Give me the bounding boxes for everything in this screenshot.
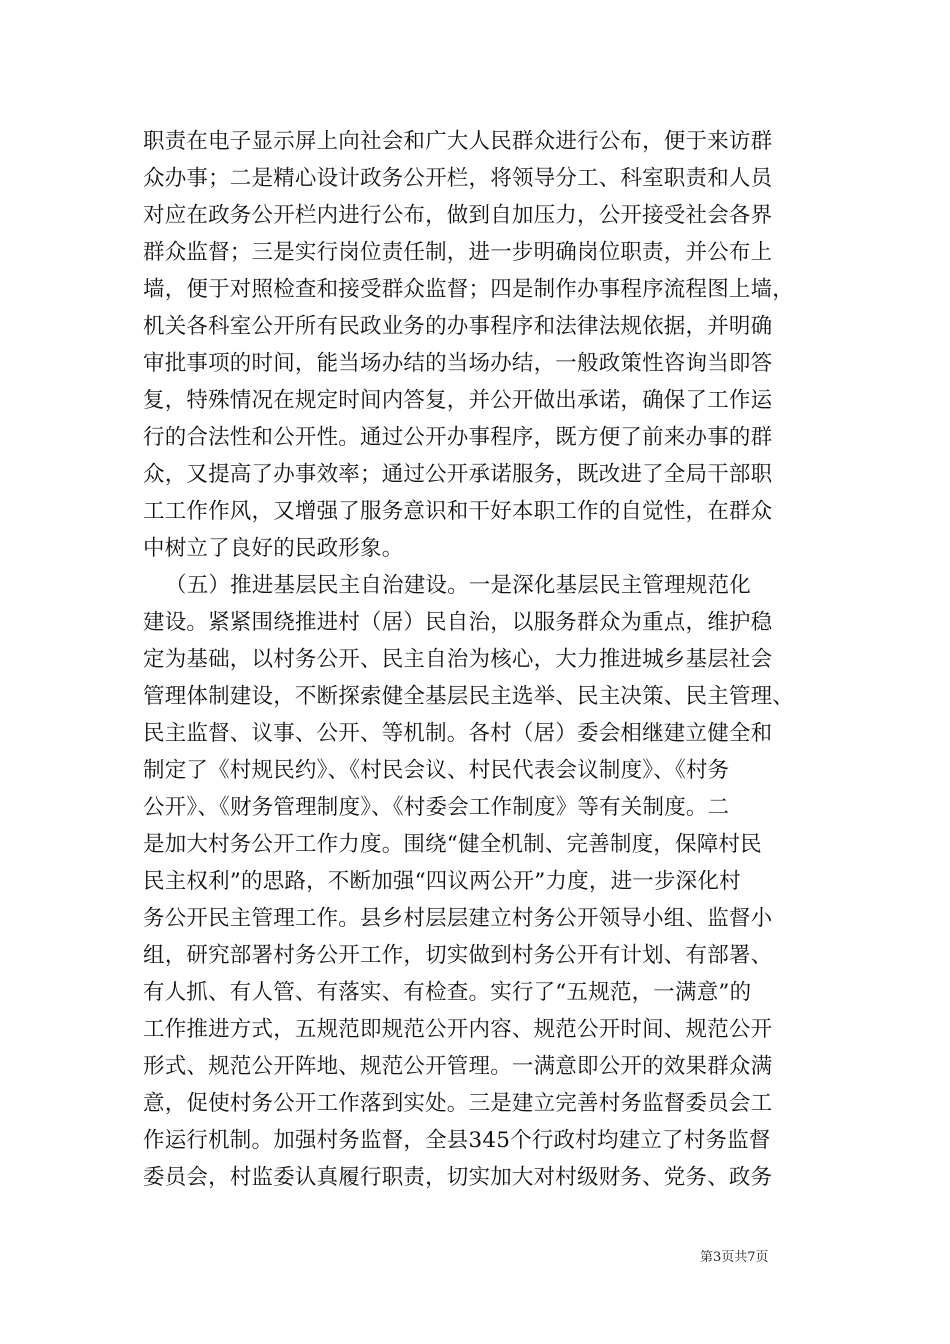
text-line: 民主权利”的思路，不断加强“四议两公开”力度，进一步深化村 — [143, 869, 741, 894]
text-line: 组，研究部署村务公开工作，切实做到村务公开有计划、有部署、 — [143, 943, 773, 968]
text-line: 作运行机制。加强村务监督，全县345个行政村均建立了村务监督 — [143, 1128, 771, 1153]
text-line: 委员会，村监委认真履行职责，切实加大对村级财务、党务、政务 — [143, 1165, 773, 1190]
text-line: 形式、规范公开阵地、规范公开管理。一满意即公开的效果群众满 — [143, 1054, 773, 1079]
text-line: 对应在政务公开栏内进行公布，做到自加压力，公开接受社会各界 — [143, 203, 773, 228]
text-line: 中树立了良好的民政形象。 — [143, 536, 404, 561]
text-line: 定为基础，以村务公开、民主自治为核心，大力推进城乡基层社会 — [143, 647, 773, 672]
text-line: 务公开民主管理工作。县乡村层层建立村务公开领导小组、监督小 — [143, 906, 773, 931]
text-line: 工作推进方式，五规范即规范公开内容、规范公开时间、规范公开 — [143, 1017, 773, 1042]
text-line: 公开》、《财务管理制度》、《村委会工作制度》等有关制度。二 — [143, 795, 730, 820]
text-line: 管理体制建设，不断探索健全基层民主选举、民主决策、民主管理、 — [143, 684, 795, 709]
text-line: 意，促使村务公开工作落到实处。三是建立完善村务监督委员会工 — [143, 1091, 773, 1116]
text-line: 是加大村务公开工作力度。围绕“健全机制、完善制度，保障村民 — [143, 832, 762, 857]
text-line: 机关各科室公开所有民政业务的办事程序和法律法规依据，并明确 — [143, 314, 773, 339]
text-line: 众办事；二是精心设计政务公开栏，将领导分工、科室职责和人员 — [143, 166, 773, 191]
text-line: 众，又提高了办事效率；通过公开承诺服务，既改进了全局干部职 — [143, 462, 773, 487]
page-number: 第3页共7页 — [700, 1250, 769, 1265]
body-text — [143, 123, 811, 1196]
section-heading-line: （五）推进基层民主自治建设。一是深化基层民主管理规范化 — [165, 573, 751, 598]
text-line: 民主监督、议事、公开、等机制。各村（居）委会相继建立健全和 — [143, 721, 773, 746]
text-line: 行的合法性和公开性。通过公开办事程序，既方便了前来办事的群 — [143, 425, 773, 450]
text-line: 职责在电子显示屏上向社会和广大人民群众进行公布，便于来访群 — [143, 129, 773, 154]
text-line: 复，特殊情况在规定时间内答复，并公开做出承诺，确保了工作运 — [143, 388, 773, 413]
text-line: 墙，便于对照检查和接受群众监督；四是制作办事程序流程图上墙， — [143, 277, 795, 302]
text-line: 建设。紧紧围绕推进村（居）民自治，以服务群众为重点，维护稳 — [143, 610, 773, 635]
text-line: 工工作作风，又增强了服务意识和干好本职工作的自觉性，在群众 — [143, 499, 773, 524]
text-line: 审批事项的时间，能当场办结的当场办结，一般政策性咨询当即答 — [143, 351, 773, 376]
text-line: 群众监督；三是实行岗位责任制，进一步明确岗位职责，并公布上 — [143, 240, 773, 265]
text-line: 制定了《村规民约》、《村民会议、村民代表会议制度》、《村务 — [143, 758, 730, 783]
text-line: 有人抓、有人管、有落实、有检查。实行了“五规范，一满意”的 — [143, 980, 752, 1005]
